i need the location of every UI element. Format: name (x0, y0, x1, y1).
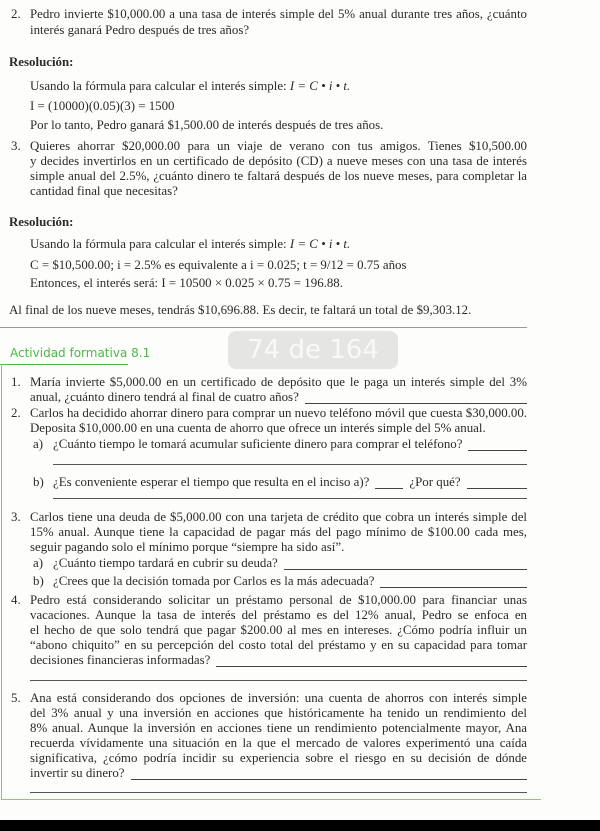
question-text-line: Deposita $10,000.00 en una cuenta de ahorro que ofrece un interés simple del 5% anual. (30, 421, 486, 435)
activity-title: Actividad formativa 8.1 (10, 346, 151, 360)
resolution-heading: Resolución: (9, 55, 74, 69)
resolution-step (30, 79, 527, 93)
section-divider (0, 327, 527, 328)
answer-blank[interactable] (380, 576, 527, 588)
question-text-line: invertir su dinero? (30, 766, 125, 780)
question-text-line: Pedro está considerando solicitar un préstamo personal de $10,000.00 para financiar unas (30, 593, 527, 607)
subquestion-line (53, 437, 527, 451)
answer-blank[interactable] (131, 768, 527, 780)
formula: I = C • i • t. (289, 237, 351, 251)
problem-text-line: y decides invertirlos en un certificado de depósito (CD) a nueve meses con una tasa de interés (30, 154, 527, 168)
answer-blank[interactable] (305, 392, 527, 404)
step-text: Usando la fórmula para calcular el interés simple: (30, 79, 290, 93)
question-text-line: Ana está considerando dos opciones de inversión: una cuenta de ahorros con interés simple (30, 691, 527, 705)
subquestion-text: ¿Es conveniente esperar el tiempo que resulta en el inciso a)? (53, 475, 370, 489)
answer-blank[interactable] (216, 655, 527, 667)
question-answer-line (30, 766, 527, 780)
problem-text-line: cantidad final que necesitas? (30, 184, 178, 198)
question-text-line: Carlos ha decidido ahorrar dinero para comprar un nuevo teléfono móvil que cuesta $30,000.00. (30, 406, 527, 420)
question-text-line: 15% anual. Aunque tiene la capacidad de pagar más del pago mínimo de $100.00 cada mes, (30, 525, 527, 539)
question-text-line: 8% anual. Aunque la inversión en acciones tiene un rendimiento potencialmente mayor, Ana (30, 721, 527, 735)
subquestion-line (53, 574, 527, 588)
question-text-line: decisiones financieras informadas? (30, 653, 211, 667)
resolution-step: I = (10000)(0.05)(3) = 1500 (30, 99, 175, 113)
resolution-step (30, 237, 527, 251)
question-text-line: anual, ¿cuánto dinero tendrá al final de cuatro años? (30, 390, 299, 404)
subquestion-label: a) (33, 437, 44, 451)
answer-blank[interactable] (284, 558, 527, 570)
subquestion-line (53, 475, 527, 489)
page-indicator: 74 de 164 (228, 331, 398, 369)
subquestion-line (53, 556, 527, 570)
question-answer-line (30, 653, 527, 667)
resolution-step: C = $10,500.00; i = 2.5% es equivalente a i = 0.025; t = 9/12 = 0.75 años (30, 258, 407, 272)
question-text-line: Carlos tiene una deuda de $5,000.00 con una tarjeta de crédito que cobra un interés simple del (30, 510, 527, 524)
viewer-bottom-bar (0, 820, 600, 831)
question-number: 2. (11, 406, 21, 420)
answer-blank[interactable] (53, 464, 527, 465)
resolution-step: Entonces, el interés será: I = 10500 × 0.025 × 0.75 = 196.88. (30, 276, 343, 290)
subquestion-label: b) (33, 574, 44, 588)
problem-number: 3. (11, 139, 21, 153)
question-text-line: recuerda vívidamente una situación en la que el mercado de valores experimentó una caída (30, 736, 527, 750)
subquestion-label: b) (33, 475, 44, 489)
problem-text-line: interés ganará Pedro después de tres años? (30, 23, 250, 37)
formula: I = C • i • t. (289, 79, 351, 93)
answer-blank[interactable] (30, 792, 527, 793)
problem-text-line: Quieres ahorrar $20,000.00 para un viaje de verano con tus amigos. Tienes $10,500.00 (30, 139, 527, 153)
subquestion-text: ¿Cuánto tiempo tardará en cubrir su deuda? (53, 556, 278, 570)
question-text-line: María invierte $5,000.00 en un certificado de depósito que le paga un interés simple del 3% (30, 375, 527, 389)
step-text: Usando la fórmula para calcular el interés simple: (30, 237, 290, 251)
question-text-line: “abono chiquito” en su percepción del costo total del préstamo y en su capacidad para tomar (30, 638, 527, 652)
answer-blank[interactable] (30, 680, 527, 681)
conclusion: Al final de los nueve meses, tendrás $10,696.88. Es decir, te faltará un total de $9,303.12. (9, 303, 472, 317)
question-number: 1. (11, 375, 21, 389)
problem-number: 2. (11, 7, 21, 21)
answer-blank[interactable] (375, 477, 403, 489)
subquestion-label: a) (33, 556, 44, 570)
answer-blank[interactable] (468, 439, 527, 451)
problem-text-line: simple anual del 2.5%, ¿cuánto dinero te faltará después de los nueve meses, para completar la (30, 169, 527, 183)
answer-blank[interactable] (467, 477, 527, 489)
question-number: 3. (11, 510, 21, 524)
question-text-line: vacaciones. Aunque la tasa de interés del préstamo es del 12% anual, Pedro se enfoca en (30, 608, 527, 622)
subquestion-text: ¿Cuánto tiempo le tomará acumular suficiente dinero para comprar el teléfono? (53, 437, 463, 451)
subquestion-text: ¿Por qué? (409, 475, 461, 489)
question-answer-line (30, 390, 527, 404)
question-text-line: el hecho de que solo tendrá que pagar $200.00 al mes en intereses. ¿Cómo podría influir un (30, 623, 527, 637)
question-number: 4. (11, 593, 21, 607)
resolution-step: Por lo tanto, Pedro ganará $1,500.00 de interés después de tres años. (30, 118, 384, 132)
answer-blank[interactable] (53, 498, 527, 499)
problem-text-line: Pedro invierte $10,000.00 a una tasa de interés simple del 5% anual durante tres años, ¿cuánto (30, 7, 527, 21)
question-text-line: seguir pagando solo el mínimo porque “siempre ha sido así”. (30, 540, 345, 554)
subquestion-text: ¿Crees que la decisión tomada por Carlos es la más adecuada? (53, 574, 375, 588)
resolution-heading: Resolución: (9, 215, 74, 229)
question-text-line: significativa, ¿cómo podría incidir su experiencia sobre el riesgo en su decisión de dónde (30, 751, 527, 765)
question-number: 5. (11, 691, 21, 705)
question-text-line: del 3% anual y una inversión en acciones que históricamente ha tenido un rendimiento del (30, 706, 527, 720)
